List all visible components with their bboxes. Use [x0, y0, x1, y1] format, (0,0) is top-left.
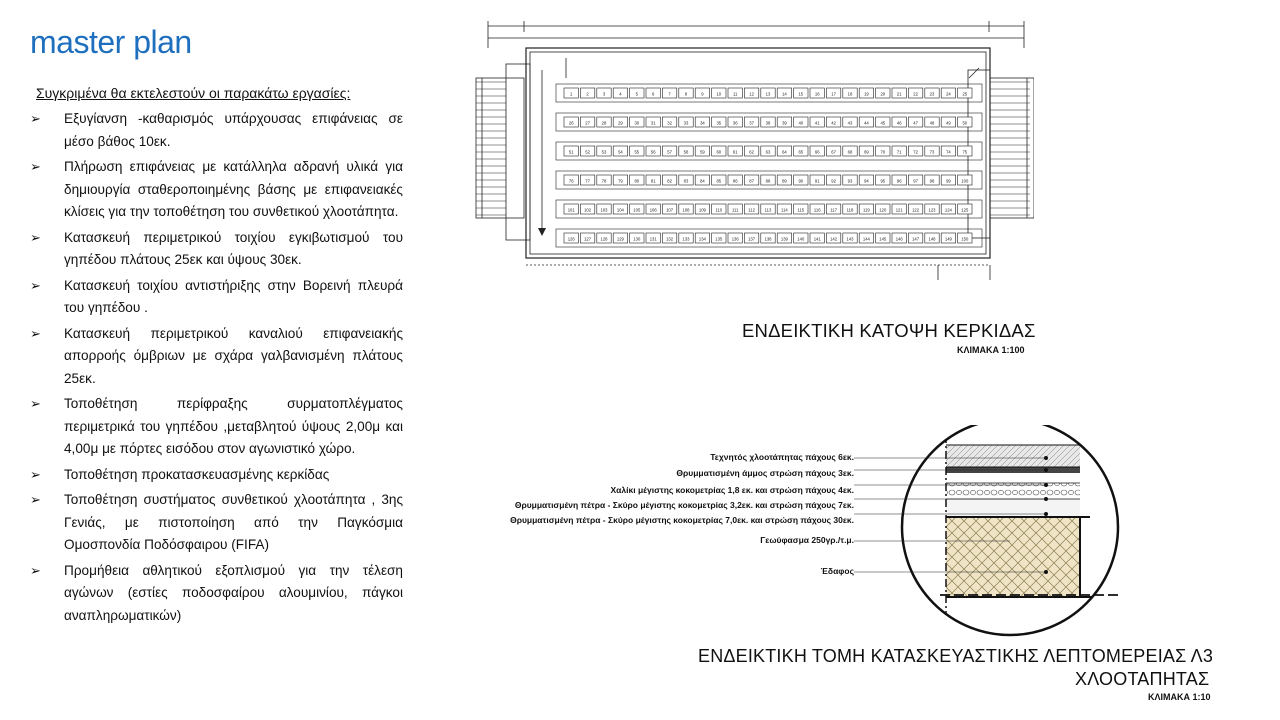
seat-number: 50 [962, 120, 968, 126]
seat-number: 29 [618, 120, 623, 126]
seat-number: 73 [929, 149, 935, 155]
layer-label: Χαλίκι μέγιστης κοκομετρίας 1,8 εκ. και στρώση πάχους 4εκ. [610, 485, 854, 495]
seat-number: 101 [567, 207, 575, 213]
list-item [30, 227, 403, 272]
seat-number: 84 [700, 178, 705, 184]
seat-number: 64 [782, 149, 787, 155]
seat-number: 69 [864, 149, 869, 155]
seat-number: 136 [731, 236, 739, 242]
seat-number: 91 [814, 178, 820, 184]
list-item [30, 275, 403, 320]
seat-number: 128 [600, 236, 608, 242]
seat-number: 80 [634, 178, 640, 184]
seat-number: 121 [895, 207, 903, 213]
page-title: master plan [30, 24, 192, 60]
seat-number: 49 [946, 120, 951, 126]
seat-number: 119 [863, 207, 870, 213]
seat-number: 144 [862, 236, 870, 242]
seat-number: 130 [633, 236, 641, 242]
seat-number: 35 [716, 120, 722, 126]
seat-number: 83 [683, 178, 689, 184]
seat-number: 81 [650, 178, 656, 184]
seat-number: 93 [847, 178, 853, 184]
seat-number: 115 [797, 207, 805, 213]
seat-number: 5 [635, 91, 638, 97]
seat-number: 37 [749, 120, 754, 126]
seat-number: 44 [864, 120, 869, 126]
arrow-bullet-icon: ➢ [30, 229, 41, 245]
arrow-bullet-icon: ➢ [30, 277, 41, 293]
seat-number: 134 [698, 236, 706, 242]
seat-number: 59 [700, 149, 705, 155]
seat-number: 126 [567, 236, 575, 242]
seat-number: 92 [831, 178, 836, 184]
layer-label: Έδαφος [820, 566, 854, 576]
seat-number: 28 [601, 120, 607, 126]
seat-number: 103 [600, 207, 608, 213]
seat-number: 123 [928, 207, 936, 213]
seat-number: 118 [846, 207, 854, 213]
seat-number: 108 [682, 207, 690, 213]
seat-number: 18 [847, 91, 853, 97]
seat-number: 110 [715, 207, 723, 213]
seat-number: 10 [716, 91, 722, 97]
seat-number: 48 [929, 120, 935, 126]
seat-number: 132 [666, 236, 674, 242]
seat-number: 51 [568, 149, 574, 155]
seat-number: 6 [652, 91, 655, 97]
seat-number: 12 [749, 91, 754, 97]
section-drawing-title: ΕΝΔΕΙΚΤΙΚΗ ΤΟΜΗ ΚΑΤΑΣΚΕΥΑΣΤΙΚΗΣ ΛΕΠΤΟΜΕΡΕΙΑΣ Λ3 [698, 646, 1214, 666]
seat-number: 77 [585, 178, 590, 184]
seat-number: 147 [912, 236, 920, 242]
seat-number: 30 [634, 120, 640, 126]
seat-number: 148 [928, 236, 936, 242]
seat-number: 133 [682, 236, 690, 242]
seat-number: 36 [732, 120, 738, 126]
seat-number: 99 [946, 178, 951, 184]
arrow-down-icon [538, 228, 546, 236]
seat-number: 150 [961, 236, 969, 242]
seat-number: 98 [929, 178, 935, 184]
seat-number: 97 [913, 178, 918, 184]
seat-number: 26 [568, 120, 574, 126]
seat-number: 78 [601, 178, 607, 184]
list-item-text: Εξυγίανση -καθαρισμός υπάρχουσας επιφάνειας σε μέσο βάθος 10εκ. [64, 111, 403, 149]
seat-number: 39 [782, 120, 787, 126]
list-item [30, 108, 403, 153]
seat-number: 58 [683, 149, 689, 155]
seat-number: 137 [748, 236, 756, 242]
layer-label: Τεχνητός χλοοτάπητας πάχους 6εκ. [710, 452, 854, 462]
seat-number: 56 [650, 149, 656, 155]
seat-number: 61 [732, 149, 738, 155]
seat-number: 23 [929, 91, 935, 97]
seat-number: 22 [913, 91, 918, 97]
arrow-bullet-icon: ➢ [30, 325, 41, 341]
seat-number: 88 [765, 178, 771, 184]
seat-number: 113 [764, 207, 772, 213]
seat-number: 82 [667, 178, 672, 184]
seat-number: 109 [698, 207, 706, 213]
seat-number: 141 [813, 236, 821, 242]
seat-number: 65 [798, 149, 804, 155]
seat-number: 68 [847, 149, 853, 155]
seat-number: 20 [880, 91, 886, 97]
seat-number: 4 [619, 91, 622, 97]
works-list [30, 108, 403, 630]
list-item-text: Τοποθέτηση συστήματος συνθετικού χλοοτάπητα , 3ης Γενιάς, με πιστοποίηση από την Παγκόσμια Ομοσπονδία Ποδόσφαιρου (FIFA) [64, 492, 403, 552]
seat-number: 2 [586, 91, 589, 97]
arrow-bullet-icon: ➢ [30, 562, 41, 578]
list-item [30, 156, 403, 224]
list-item-text: Πλήρωση επιφάνειας με κατάλληλα αδρανή υλικά για δημιουργία σταθεροποιημένης βάσης με επιφανειακές κλίσεις για την τοποθέτηση του συνθετικού χλοοτάπητα. [64, 159, 403, 219]
seat-number: 86 [732, 178, 738, 184]
seat-number: 19 [864, 91, 869, 97]
arrow-bullet-icon: ➢ [30, 159, 41, 174]
seat-number: 14 [782, 91, 787, 97]
layer-label: Θρυμματισμένη άμμος στρώση πάχους 3εκ. [676, 468, 854, 478]
seat-number: 100 [961, 178, 969, 184]
seat-number: 24 [946, 91, 951, 97]
seat-number: 25 [962, 91, 968, 97]
seat-number: 21 [896, 91, 902, 97]
seat-number: 149 [944, 236, 952, 242]
seat-number: 11 [733, 91, 738, 97]
seat-number: 27 [585, 120, 590, 126]
seat-number: 95 [880, 178, 886, 184]
layer-label: Θρυμματισμένη πέτρα - Σκύρο μέγιστης κοκομετρίας 7,0εκ. και στρώση πάχους 30εκ. [510, 515, 854, 525]
seat-number: 111 [732, 207, 739, 213]
seat-number: 142 [830, 236, 838, 242]
list-item [30, 323, 403, 391]
arrow-bullet-icon: ➢ [30, 466, 41, 482]
arrow-bullet-icon: ➢ [30, 396, 41, 411]
seat-number: 17 [831, 91, 836, 97]
seat-number: 1 [570, 91, 573, 97]
section-drawing-title-2: ΧΛΟΟΤΑΠΗΤΑΣ [1075, 669, 1210, 689]
stand-plan-drawing [474, 18, 1034, 293]
seat-number: 145 [879, 236, 887, 242]
seat-number: 146 [895, 236, 903, 242]
list-item-text: Κατασκευή περιμετρικού τοιχίου εγκιβωτισμού του γηπέδου πλάτους 25εκ και ύψους 30εκ. [64, 229, 403, 267]
seat-number: 15 [798, 91, 804, 97]
seat-number: 7 [668, 91, 671, 97]
seat-number: 85 [716, 178, 722, 184]
section-drawing-scale: ΚΛΙΜΑΚΑ 1:10 [1148, 692, 1211, 702]
list-item-text: Κατασκευή τοιχίου αντιστήριξης στην Βορεινή πλευρά του γηπέδου . [64, 277, 403, 315]
seat-number: 42 [831, 120, 836, 126]
seat-number: 117 [830, 207, 837, 213]
seat-number: 112 [748, 207, 755, 213]
seat-number: 75 [962, 149, 968, 155]
seat-number: 87 [749, 178, 754, 184]
seat-number: 40 [798, 120, 804, 126]
seat-number: 138 [764, 236, 772, 242]
seat-number: 41 [814, 120, 820, 126]
arrow-bullet-icon: ➢ [30, 111, 41, 126]
works-subtitle: Συγκριμένα θα εκτελεστούν οι παρακάτω εργασίες: [36, 85, 351, 101]
seat-number: 124 [944, 207, 952, 213]
seat-number: 129 [616, 236, 624, 242]
seat-number: 122 [912, 207, 920, 213]
seat-number: 94 [864, 178, 869, 184]
seat-number: 135 [715, 236, 723, 242]
arrow-bullet-icon: ➢ [30, 492, 41, 507]
seat-number: 16 [814, 91, 820, 97]
seat-number: 127 [584, 236, 592, 242]
list-item [30, 393, 403, 461]
seat-number: 38 [765, 120, 771, 126]
seat-number: 31 [650, 120, 656, 126]
seat-number: 143 [846, 236, 854, 242]
layer-label: Θρυμματισμένη πέτρα - Σκύρο μέγιστης κοκομετρίας 3,2εκ. και στρώση πάχους 7εκ. [514, 500, 854, 510]
seat-number: 45 [880, 120, 886, 126]
list-item-text: Κατασκευή περιμετρικού καναλιού επιφανειακής απορροής όμβριων με σχάρα γαλβανισμένη πλάτους 25εκ. [64, 325, 403, 386]
list-item [30, 464, 403, 487]
seat-number: 62 [749, 149, 754, 155]
seat-number: 34 [700, 120, 705, 126]
list-item-text: Προμήθεια αθλητικού εξοπλισμού για την τέλεση αγώνων (εστίες ποδοσφαίρου αλουμινίου, πάγκοι αναπληρωματικών) [64, 562, 403, 623]
seat-number: 54 [618, 149, 623, 155]
seat-number: 53 [601, 149, 607, 155]
seat-number: 43 [847, 120, 853, 126]
seat-number: 96 [896, 178, 902, 184]
seat-number: 125 [961, 207, 969, 213]
seat-number: 52 [585, 149, 590, 155]
seat-number: 106 [649, 207, 657, 213]
seat-number: 72 [913, 149, 918, 155]
seat-number: 57 [667, 149, 672, 155]
seat-number: 139 [780, 236, 788, 242]
plan-drawing-scale: ΚΛΙΜΑΚΑ 1:100 [957, 345, 1025, 355]
seat-number: 90 [798, 178, 804, 184]
seat-number: 76 [568, 178, 574, 184]
seat-number: 104 [616, 207, 624, 213]
seat-number: 116 [813, 207, 821, 213]
seat-number: 32 [667, 120, 672, 126]
seat-number: 13 [765, 91, 771, 97]
seat-number: 102 [584, 207, 592, 213]
seat-number: 74 [946, 149, 951, 155]
seat-number: 105 [633, 207, 641, 213]
seat-number: 46 [896, 120, 902, 126]
seat-number: 107 [666, 207, 674, 213]
list-item [30, 560, 403, 628]
seat-number: 71 [896, 149, 902, 155]
seat-number: 120 [879, 207, 887, 213]
seat-number: 9 [701, 91, 704, 97]
seat-number: 79 [618, 178, 623, 184]
section-detail-drawing [850, 425, 1150, 640]
seat-number: 55 [634, 149, 640, 155]
list-item [30, 489, 403, 557]
seat-number: 63 [765, 149, 771, 155]
list-item-text: Τοποθέτηση περίφραξης συρματοπλέγματος περιμετρικά του γηπέδου ,μεταβλητού ύψους 2,00μ και 4,00μ με πόρτες εισόδου στον αγωνιστικό χώρο. [64, 396, 403, 456]
seat-number: 47 [913, 120, 918, 126]
seat-number: 33 [683, 120, 689, 126]
seat-number: 8 [684, 91, 688, 97]
seat-number: 70 [880, 149, 886, 155]
seat-number: 3 [602, 91, 606, 97]
seat-number: 114 [781, 207, 788, 213]
plan-drawing-title: ΕΝΔΕΙΚΤΙΚΗ ΚΑΤΟΨΗ ΚΕΡΚΙΔΑΣ [742, 320, 1036, 341]
seat-number: 89 [782, 178, 787, 184]
list-item-text: Τοποθέτηση προκατασκευασμένης κερκίδας [64, 466, 330, 482]
seat-number: 140 [797, 236, 805, 242]
seat-number: 67 [831, 149, 836, 155]
layer-label: Γεωύφασμα 250γρ./τ.μ. [760, 535, 854, 545]
seat-number: 131 [649, 236, 657, 242]
seat-number: 66 [814, 149, 820, 155]
seat-number: 60 [716, 149, 722, 155]
